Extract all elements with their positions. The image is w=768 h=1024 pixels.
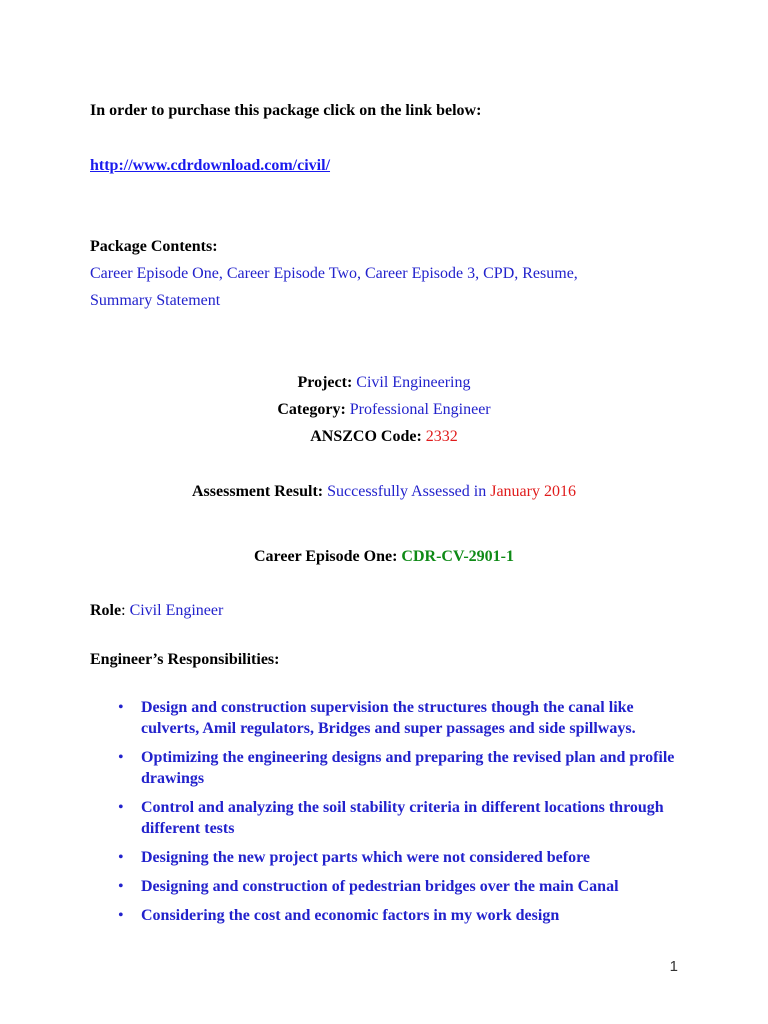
role-value: Civil Engineer xyxy=(129,602,224,619)
career-episode-code: CDR-CV-2901-1 xyxy=(401,548,514,565)
list-item-text: Control and analyzing the soil stability criteria in different locations through different tests xyxy=(141,799,664,837)
bullet-icon: • xyxy=(118,878,124,895)
purchase-link[interactable]: http://www.cdrdownload.com/civil/ xyxy=(90,157,331,174)
bullet-icon: • xyxy=(118,849,124,866)
anszco-value: 2332 xyxy=(425,428,458,445)
category-row xyxy=(0,400,768,420)
career-episode-row xyxy=(0,547,768,567)
bullet-icon: • xyxy=(118,749,124,766)
anszco-label: ANSZCO Code: xyxy=(310,428,422,445)
purchase-instruction: In order to purchase this package click on the link below: xyxy=(90,102,482,119)
page-number: 1 xyxy=(669,958,678,975)
project-value: Civil Engineering xyxy=(356,374,471,391)
list-item xyxy=(118,905,678,926)
role-separator: : xyxy=(121,602,126,619)
assessment-date: January 2016 xyxy=(490,483,576,500)
assessment-value: Successfully Assessed in xyxy=(327,483,487,500)
career-episode-label: Career Episode One: xyxy=(254,548,398,565)
anszco-row xyxy=(0,427,768,447)
bullet-icon: • xyxy=(118,907,124,924)
list-item-text: Considering the cost and economic factors in my work design xyxy=(141,907,560,924)
list-item xyxy=(118,747,678,789)
list-item-text: Designing and construction of pedestrian bridges over the main Canal xyxy=(141,878,619,895)
category-value: Professional Engineer xyxy=(349,401,491,418)
bullet-icon: • xyxy=(118,699,124,716)
package-contents-line-2: Summary Statement xyxy=(90,292,221,309)
list-item xyxy=(118,797,678,839)
list-item-text: Optimizing the engineering designs and preparing the revised plan and profile drawings xyxy=(141,749,675,787)
responsibilities-heading: Engineer’s Responsibilities: xyxy=(90,651,280,668)
assessment-row xyxy=(0,482,768,502)
role-row xyxy=(90,601,223,621)
category-label: Category: xyxy=(277,401,346,418)
list-item-text: Designing the new project parts which were not considered before xyxy=(141,849,590,866)
list-item xyxy=(118,697,678,739)
package-contents-heading: Package Contents: xyxy=(90,238,218,255)
project-row xyxy=(0,373,768,393)
bullet-icon: • xyxy=(118,799,124,816)
assessment-label: Assessment Result: xyxy=(192,483,324,500)
role-label: Role xyxy=(90,602,122,619)
list-item xyxy=(118,876,678,897)
list-item-text: Design and construction supervision the structures though the canal like culverts, Amil regulators, Bridges and super passages and side spillways. xyxy=(141,699,636,737)
project-label: Project: xyxy=(297,374,353,391)
list-item xyxy=(118,847,678,868)
responsibilities-list xyxy=(118,697,678,926)
package-contents-line-1: Career Episode One, Career Episode Two, Career Episode 3, CPD, Resume, xyxy=(90,265,578,282)
